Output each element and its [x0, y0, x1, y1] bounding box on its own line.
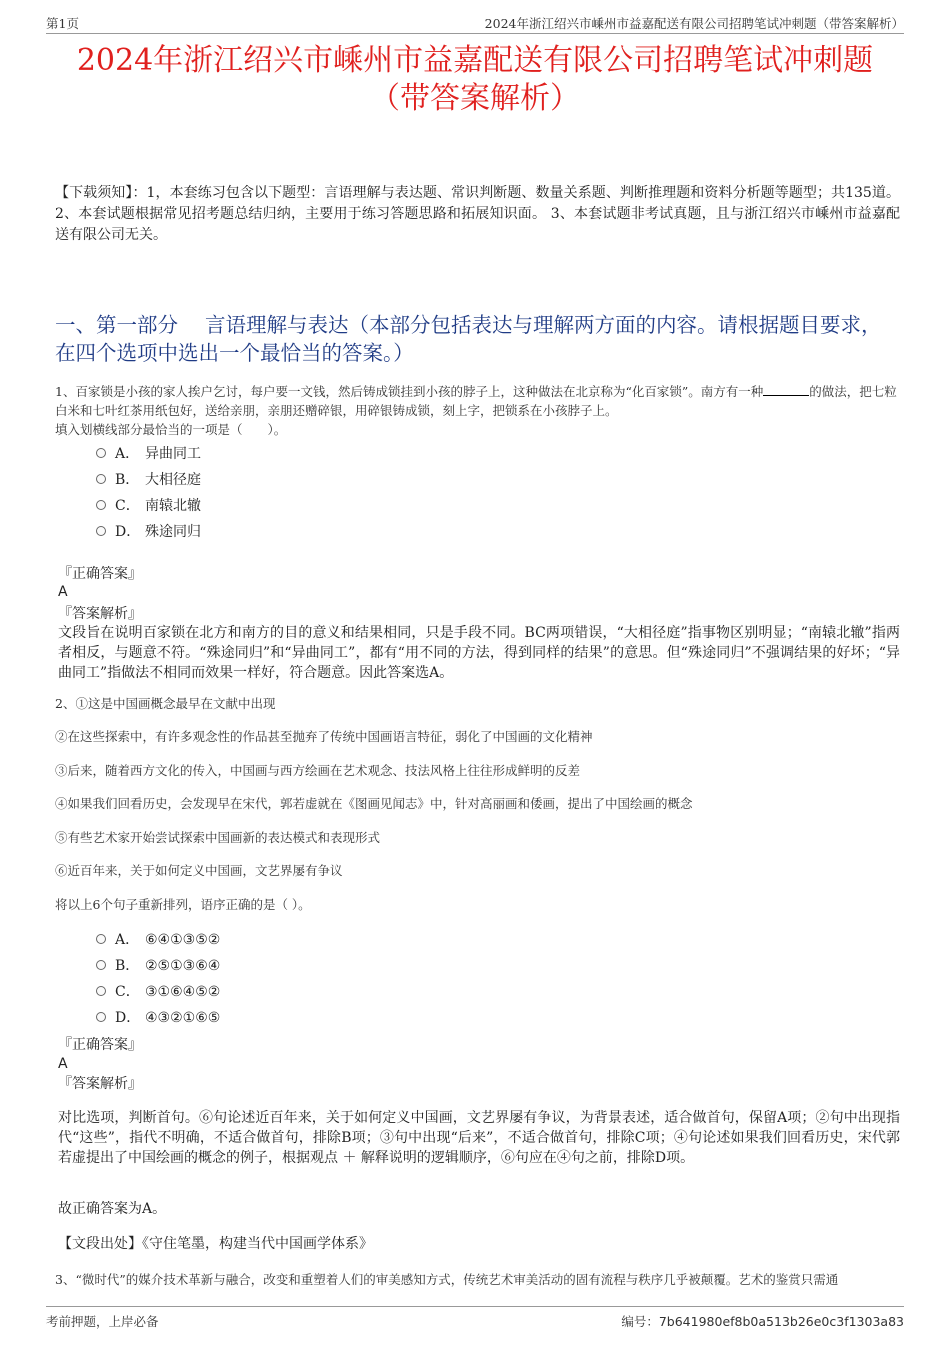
question-2-sentence-1: 2、①这是中国画概念最早在文献中出现	[55, 696, 276, 711]
option-a[interactable]: A． ⑥④①③⑤②	[96, 927, 220, 953]
question-2-prompt: 将以上6个句子重新排列，语序正确的是（ ）。	[55, 897, 311, 912]
title-line-2: （带答案解析）	[370, 81, 580, 116]
question-2-sentence-6: ⑥近百年来，关于如何定义中国画，文艺界屡有争议	[55, 863, 343, 878]
option-d[interactable]: D． ④③②①⑥⑤	[96, 1005, 220, 1031]
analysis-text: 对比选项，判断首句。⑥句论述近百年来，关于如何定义中国画，文艺界屡有争议，为背景表述，适合做首句，保留A项；②句中出现指代“这些”，指代不明确，不适合做首句，排除B项；③句中出现“后来”，不适合做首句，排除C项；④句论述如果我们回看历史，宋代郭若虚提出了中国绘画的概念的例子，根据观点 ＋ 解释说明的逻辑顺序，⑥句应在④句之前，排除D项。	[58, 1110, 900, 1166]
footer-code	[621, 1312, 904, 1330]
answer-label: 『正确答案』	[58, 566, 142, 582]
question-2-options	[96, 927, 220, 1031]
question-2-sentence-3: ③后来，随着西方文化的传入，中国画与西方绘画在艺术观念、技法风格上往往形成鲜明的反差	[55, 763, 581, 778]
radio-icon[interactable]	[96, 934, 106, 944]
radio-icon[interactable]	[96, 500, 106, 510]
source-text: 【文段出处】《守住笔墨，构建当代中国画学体系》	[58, 1236, 373, 1252]
header-divider	[46, 33, 904, 34]
footer-code-value: 7b641980ef8b0a513b26e0c3f1303a83	[658, 1314, 904, 1329]
fill-blank	[763, 383, 809, 396]
option-b[interactable]: B． 大相径庭	[96, 467, 201, 493]
question-1-text-b: 的做法，把七粒白米和七叶红茶用纸包好，送给亲朋，亲朋还赠碎银，用碎银铸成锁，刻上字，把锁系在小孩脖子上。	[55, 384, 897, 418]
answer-label: 『正确答案』	[58, 1037, 142, 1053]
option-c[interactable]: C． ③①⑥④⑤②	[96, 979, 220, 1005]
radio-icon[interactable]	[96, 474, 106, 484]
section-heading: 一、第一部分 言语理解与表达（本部分包括表达与理解两方面的内容。请根据题目要求，在四个选项中选出一个最恰当的答案。）	[55, 313, 882, 365]
radio-icon[interactable]	[96, 960, 106, 970]
footer-slogan: 考前押题，上岸必备	[46, 1314, 159, 1329]
conclusion-text: 故正确答案为A。	[58, 1201, 167, 1217]
analysis-text: 文段旨在说明百家锁在北方和南方的目的意义和结果相同，只是手段不同。BC两项错误，“大相径庭”指事物区别明显；“南辕北辙”指两者相反，与题意不符。“殊途同归”和“异曲同工”，都有“用不同的方法，得到同样的结果”的意思。但“殊途同归”不强调结果的好坏；“异曲同工”指做法不相同而效果一样好，符合题意。因此答案选A。	[58, 625, 900, 681]
question-1-text	[55, 382, 900, 439]
page-title	[40, 42, 910, 118]
question-2-sentence-4: ④如果我们回看历史，会发现早在宋代，郭若虚就在《图画见闻志》中，针对高丽画和倭画，提出了中国绘画的概念	[55, 796, 693, 811]
question-3-text: 3、“微时代”的媒介技术革新与融合，改变和重塑着人们的审美感知方式，传统艺术审美活动的固有流程与秩序几乎被颠覆。艺术的鉴赏只需通	[55, 1272, 839, 1287]
radio-icon[interactable]	[96, 1012, 106, 1022]
page-header	[46, 14, 904, 34]
option-b[interactable]: B． ②⑤①③⑥④	[96, 953, 220, 979]
download-notice: 【下载须知】：1，本套练习包含以下题型：言语理解与表达题、常识判断题、数量关系题、判断推理题和资料分析题等题型；共135道。 2、本套试题根据常见招考题总结归纳，主要用于练习答题思路和拓展知识面。 3、本套试题非考试真题，且与浙江绍兴市嵊州市益嘉配送有限公司无关。	[55, 185, 900, 243]
footer-code-label: 编号：	[621, 1314, 659, 1329]
answer-value: A	[58, 1056, 68, 1072]
option-a[interactable]: A． 异曲同工	[96, 441, 201, 467]
answer-value: A	[58, 584, 68, 600]
radio-icon[interactable]	[96, 986, 106, 996]
question-1-text-a: 1、百家锁是小孩的家人挨户乞讨，每户要一文钱，然后铸成锁挂到小孩的脖子上，这种做法在北京称为“化百家锁”。南方有一种	[55, 384, 764, 399]
analysis-label: 『答案解析』	[58, 606, 142, 622]
page-number: 第1页	[46, 16, 79, 31]
radio-icon[interactable]	[96, 448, 106, 458]
footer-divider	[46, 1306, 904, 1307]
option-c[interactable]: C． 南辕北辙	[96, 493, 201, 519]
header-doc-title: 2024年浙江绍兴市嵊州市益嘉配送有限公司招聘笔试冲刺题（带答案解析）	[484, 16, 904, 31]
title-line-1: 2024年浙江绍兴市嵊州市益嘉配送有限公司招聘笔试冲刺题	[76, 43, 874, 78]
option-d[interactable]: D． 殊途同归	[96, 519, 201, 545]
analysis-label: 『答案解析』	[58, 1076, 142, 1092]
question-1-prompt: 填入划横线部分最恰当的一项是（ ）。	[55, 422, 287, 437]
radio-icon[interactable]	[96, 526, 106, 536]
question-2-sentence-2: ②在这些探索中，有许多观念性的作品甚至抛弃了传统中国画语言特征，弱化了中国画的文化精神	[55, 729, 593, 744]
question-2-sentence-5: ⑤有些艺术家开始尝试探索中国画新的表达模式和表现形式	[55, 830, 381, 845]
question-1-options	[96, 441, 201, 545]
